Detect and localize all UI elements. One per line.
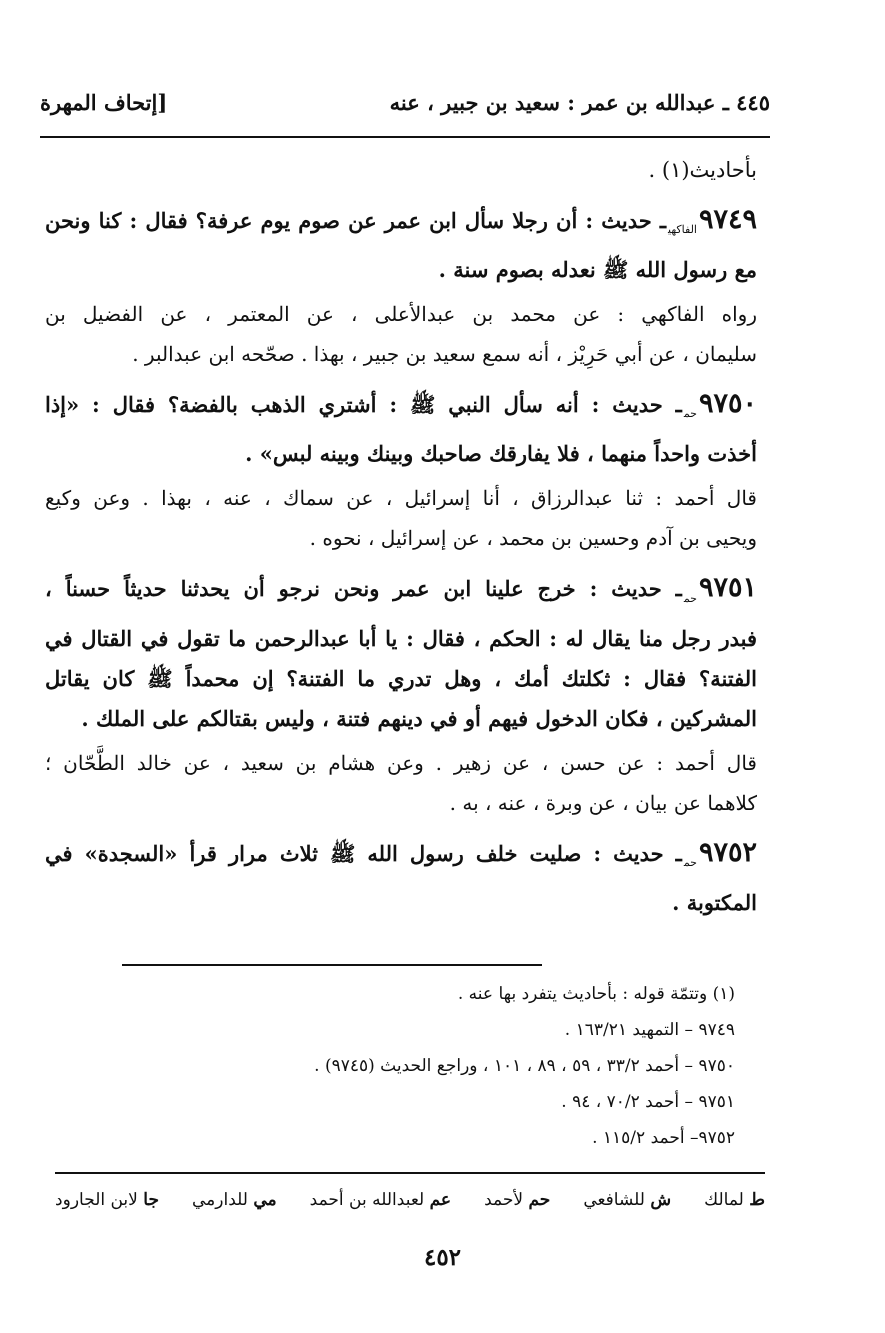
siglum-key-item: عم لعبدالله بن أحمد — [309, 1190, 452, 1210]
footnote-line: ٩٧٥٠ – أحمد ٣٣/٢ ، ٥٩ ، ٨٩ ، ١٠١ ، وراجع الحديث (٩٧٤٥) . — [314, 1056, 735, 1076]
narration-9749 — [45, 294, 757, 374]
hadith-text-line: أخذت واحداً منهما ، فلا يفارقك صاحبك وبينك وبينه لبس» . — [245, 441, 757, 467]
header-divider — [40, 136, 770, 138]
footnote-divider — [122, 964, 542, 966]
running-header — [40, 82, 770, 122]
main-text — [45, 150, 757, 923]
narration-line: ويحيى بن آدم وحسين بن محمد ، عن إسرائيل ، نحوه . — [309, 526, 757, 551]
source-siglum: حم — [683, 591, 697, 605]
siglum-key-item: حم لأحمد — [484, 1190, 551, 1210]
hadith-number: ٩٧٤٩ — [698, 204, 757, 235]
siglum-key-item: ش للشافعي — [583, 1190, 672, 1210]
header-chapter-title: ٤٤٥ ـ عبدالله بن عمر : سعيد بن جبير ، عنه — [389, 89, 770, 115]
footnote-line: ٩٧٤٩ – التمهيد ١٦٣/٢١ . — [564, 1020, 735, 1040]
siglum-key-item: ط لمالك — [704, 1190, 765, 1210]
narration-9751 — [45, 743, 757, 823]
hadith-number: ٩٧٥١ — [698, 572, 757, 604]
narration-line: رواه الفاكهي : عن محمد بن عبدالأعلى ، عن المعتمر ، عن الفضيل بن — [45, 302, 757, 327]
header-book-title: [إتحاف المهرة — [40, 89, 168, 115]
siglum-key-item: جا لابن الجارود — [55, 1190, 159, 1210]
footnotes — [175, 976, 735, 1156]
footnote-line: ٩٧٥٢– أحمد ١١٥/٢ . — [592, 1128, 735, 1148]
hadith-text-line: فبدر رجل منا يقال له : الحكم ، فقال : يا أبا عبدالرحمن ما تقول في القتال في — [45, 625, 757, 651]
hadith-text-line: مع رسول الله ﷺ نعدله بصوم سنة . — [438, 257, 757, 283]
source-siglum: حم — [683, 855, 697, 869]
siglum-key-item: مي للدارمي — [192, 1190, 277, 1210]
hadith-text-line: ـ حديث : أن رجلا سأل ابن عمر عن صوم يوم عرفة؟ فقال : كنا ونحن — [45, 208, 667, 233]
hadith-entry-9751 — [45, 568, 757, 738]
hadith-text-line: ـ حديث : صليت خلف رسول الله ﷺ ثلاث مرار قرأ «السجدة» في — [45, 840, 682, 866]
narration-line: قال أحمد : ثنا عبدالرزاق ، أنا إسرائيل ، عن سماك ، عنه ، بهذا . وعن وكيع — [45, 486, 757, 511]
sigla-divider — [55, 1172, 765, 1174]
hadith-number: ٩٧٥٢ — [698, 836, 757, 868]
hadith-entry-9750 — [45, 384, 757, 474]
hadith-number: ٩٧٥٠ — [698, 388, 757, 420]
page-number: ٤٥٢ — [423, 1244, 462, 1271]
hadith-entry-9752 — [45, 833, 757, 923]
intro-line: بأحاديث(١) . — [648, 158, 757, 182]
hadith-text-line: المشركين ، فكان الدخول فيهم أو في دينهم فتنة ، وليس بقتالكم على الملك . — [81, 705, 757, 731]
hadith-text-line: ـ حديث : أنه سأل النبي ﷺ : أشتري الذهب بالفضة؟ فقال : «إذا — [45, 392, 682, 418]
footnote-line: ٩٧٥١ – أحمد ٧٠/٢ ، ٩٤ . — [561, 1092, 735, 1112]
narration-line: قال أحمد : عن حسن ، عن زهير . وعن هشام بن سعيد ، عن خالد الطَّحّان ؛ — [45, 750, 757, 775]
sigla-key — [55, 1190, 765, 1210]
hadith-entry-9749 — [45, 200, 757, 290]
source-siglum: الفاكهي — [668, 223, 697, 237]
narration-line: سليمان ، عن أبي حَرِيْز ، أنه سمع سعيد بن جبير ، بهذا . صحّحه ابن عبدالبر . — [132, 342, 757, 367]
hadith-text-line: ـ حديث : خرج علينا ابن عمر ونحن نرجو أن يحدثنا حديثاً حسناً ، — [45, 576, 682, 602]
narration-9750 — [45, 478, 757, 558]
hadith-text-line: المكتوبة . — [672, 889, 757, 915]
hadith-text-line: الفتنة؟ فقال : ثكلتك أمك ، وهل تدري ما الفتنة؟ إن محمداً ﷺ كان يقاتل — [45, 665, 757, 691]
footnote-line: (١) وتتمّة قوله : بأحاديث يتفرد بها عنه . — [457, 984, 735, 1004]
source-siglum: حم — [683, 407, 697, 421]
narration-line: كلاهما عن بيان ، عن وبرة ، عنه ، به . — [449, 790, 757, 815]
